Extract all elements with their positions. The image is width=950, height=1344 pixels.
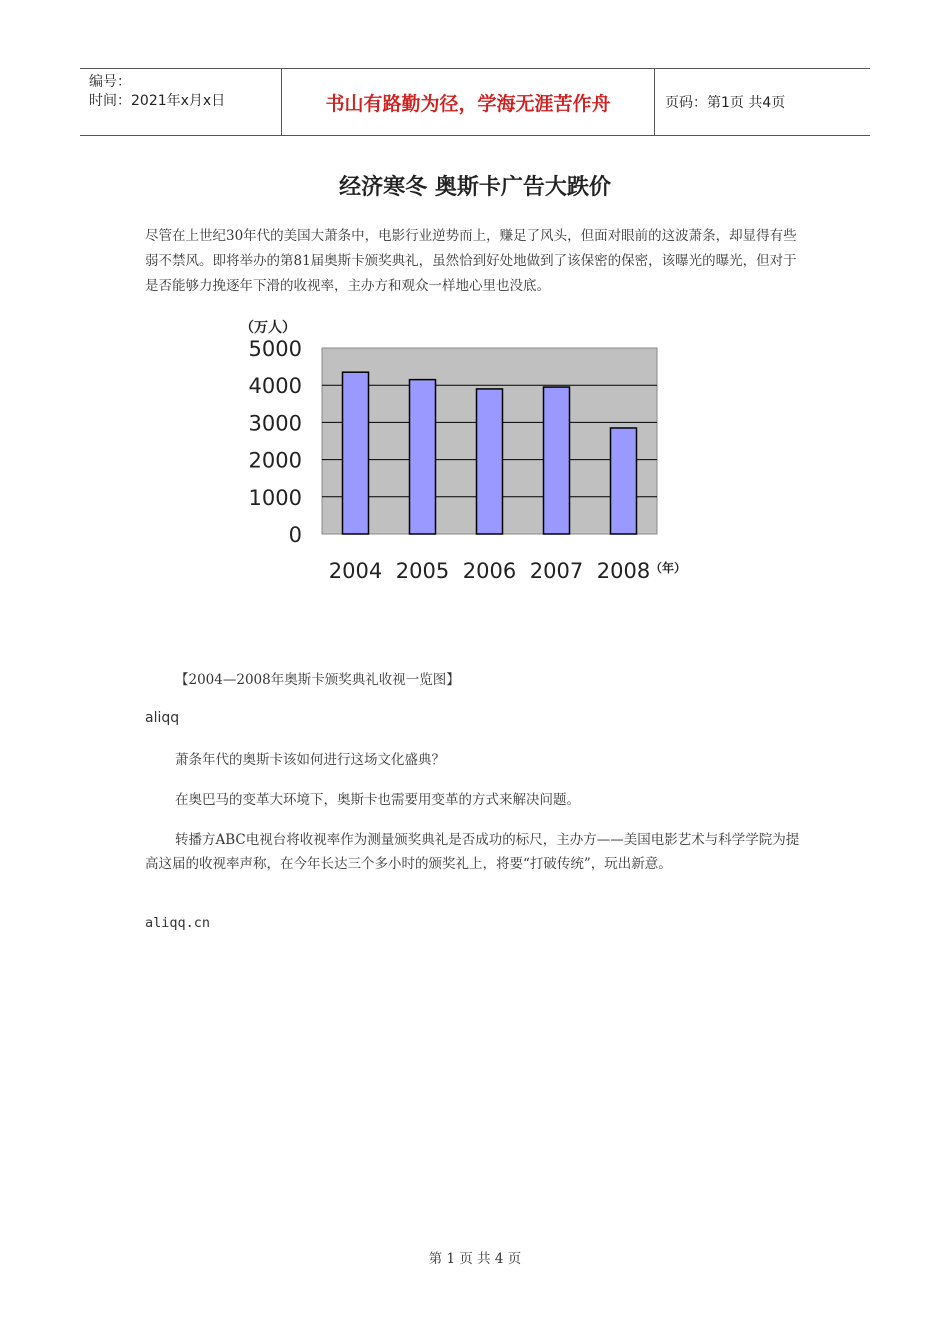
y-tick-label: 2000 bbox=[248, 448, 302, 473]
paragraph-abc: 转播方ABC电视台将收视率作为测量颁奖典礼是否成功的标尺，主办方——美国电影艺术与科学学院为提高这届的收视率声称，在今年长达三个多小时的颁奖礼上，将要“打破传统”，玩出新意。 bbox=[145, 832, 800, 872]
x-tick-label: 2005 bbox=[395, 559, 450, 583]
y-axis-label: （万人） bbox=[240, 320, 296, 336]
bar-2004 bbox=[343, 372, 369, 534]
x-tick-label: 2006 bbox=[462, 559, 517, 583]
y-tick-label: 1000 bbox=[248, 485, 302, 510]
y-tick-label: 0 bbox=[288, 523, 302, 547]
x-tick-label: 2004 bbox=[328, 559, 383, 583]
x-tick-label: 2008 bbox=[596, 559, 651, 583]
paragraph-intro: 尽管在上世纪30年代的美国大萧条中，电影行业逆势而上，赚足了风头，但面对眼前的这波萧条，却显得有些弱不禁风。即将举办的第81届奥斯卡颁奖典礼，虽然恰到好处地做到了该保密的保密，该曝光的曝光，但对于是否能够力挽逐年下滑的收视率，主办方和观众一样地心里也没底。 bbox=[145, 228, 797, 294]
paragraph-question: 萧条年代的奥斯卡该如何进行这场文化盛典？ bbox=[175, 752, 445, 768]
document-number-label: 编号： bbox=[89, 74, 131, 90]
y-tick-label: 4000 bbox=[248, 374, 302, 399]
x-tick-label: 2007 bbox=[529, 559, 584, 583]
y-tick-label: 3000 bbox=[248, 411, 302, 436]
header-page-info: 页码：第1页 共4页 bbox=[665, 95, 786, 111]
document-time-label: 时间：2021年x月x日 bbox=[89, 93, 226, 109]
bar-2005 bbox=[410, 380, 436, 534]
y-tick-label: 5000 bbox=[248, 337, 302, 361]
bar-2006 bbox=[477, 389, 503, 534]
page-footer: 第 1 页 共 4 页 bbox=[428, 1251, 522, 1267]
bar-2008 bbox=[611, 428, 637, 534]
header-motto: 书山有路勤为径，学海无涯苦作舟 bbox=[281, 69, 655, 135]
article-title: 经济寒冬 奥斯卡广告大跌价 bbox=[339, 175, 611, 200]
chart-caption: 【2004—2008年奥斯卡颁奖典礼收视一览图】 bbox=[175, 672, 460, 688]
paragraph-obama: 在奥巴马的变革大环境下，奥斯卡也需要用变革的方式来解决问题。 bbox=[175, 792, 580, 808]
bar-2007 bbox=[544, 387, 570, 534]
x-axis-label: （年） bbox=[650, 561, 687, 575]
source-text: aliqq bbox=[145, 710, 180, 726]
document-header bbox=[80, 68, 870, 136]
ratings-bar-chart bbox=[240, 308, 700, 593]
header-left-cell bbox=[80, 69, 281, 135]
source-domain: aliqq.cn bbox=[145, 915, 211, 931]
